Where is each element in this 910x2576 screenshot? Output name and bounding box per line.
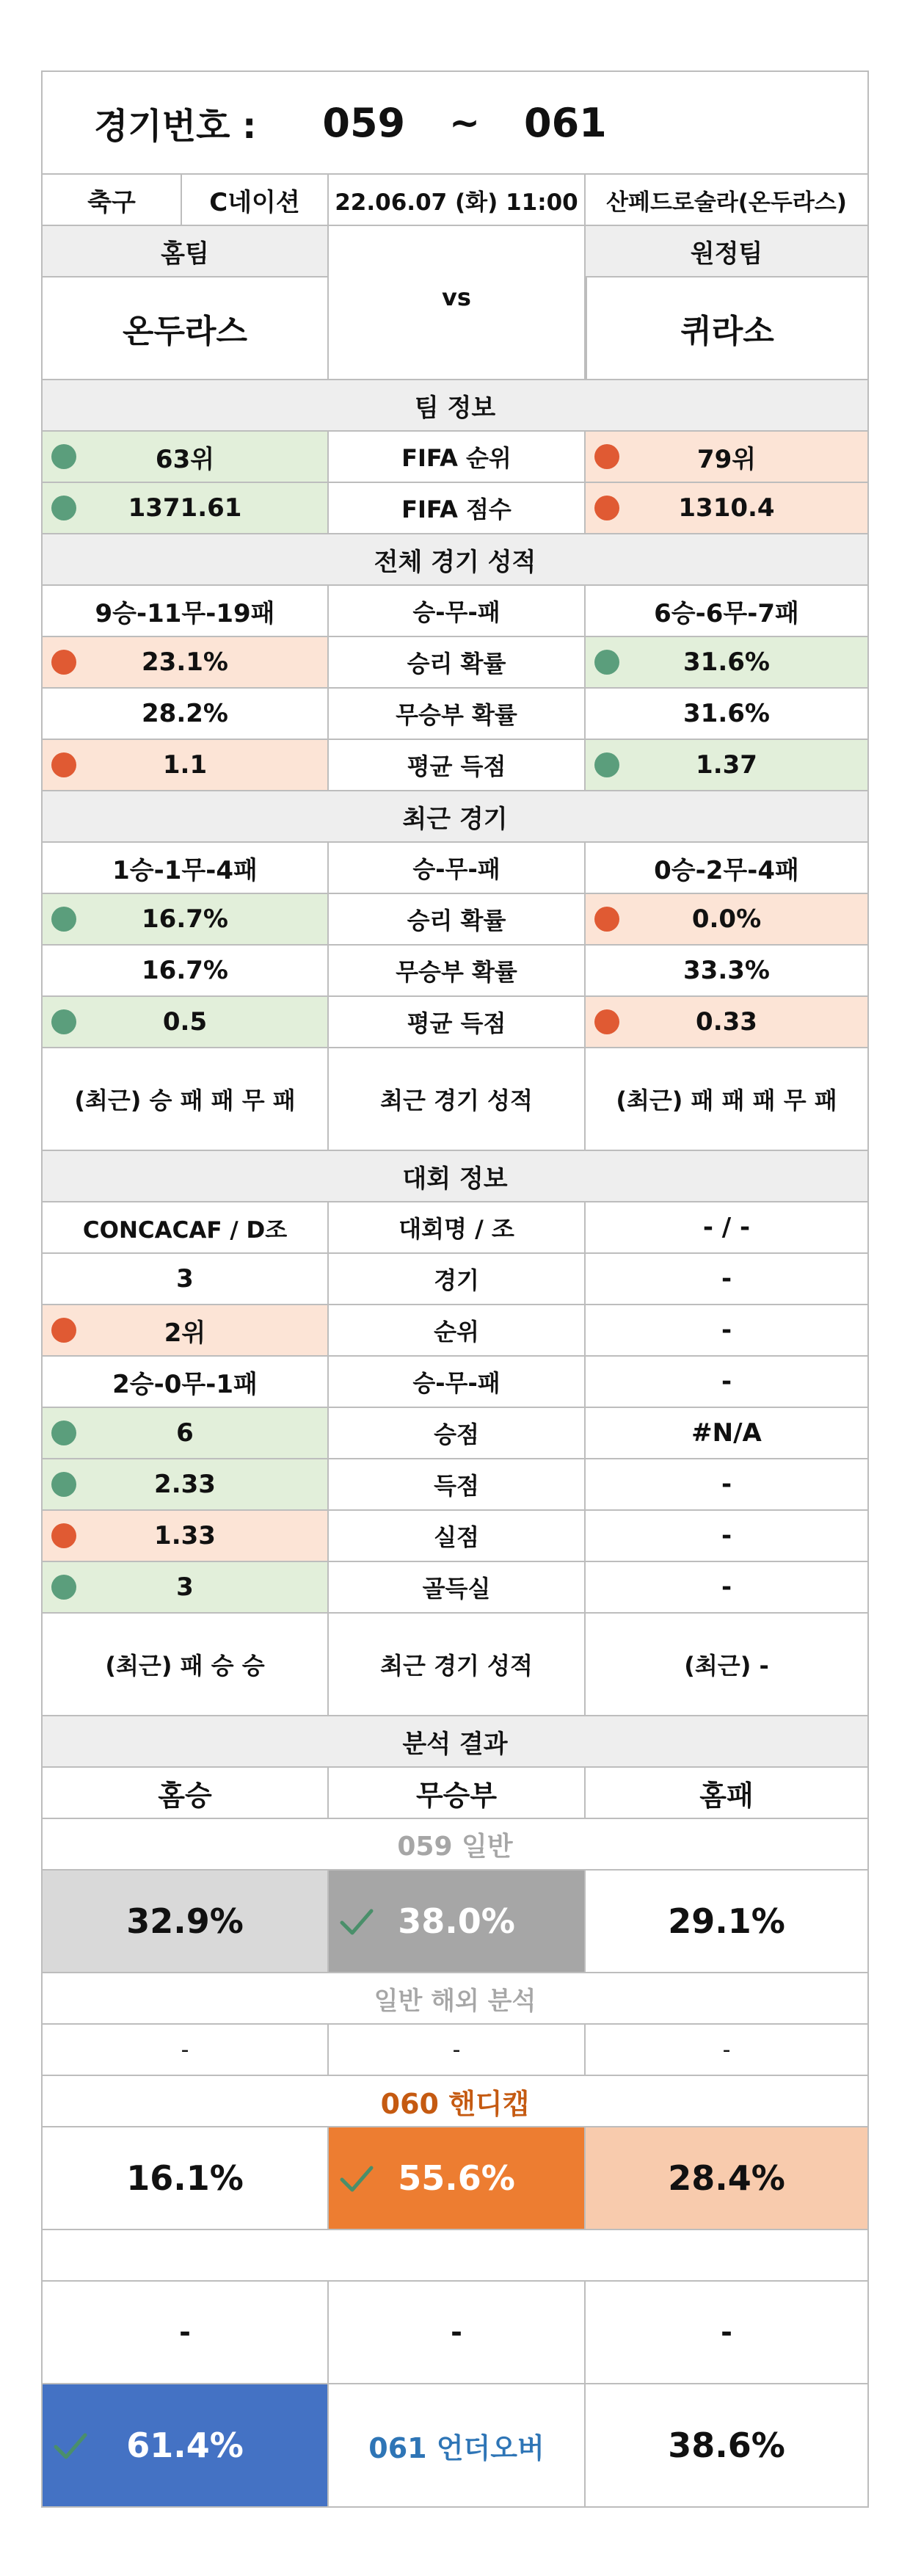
overseas-analysis-title: 일반 해외 분석 (374, 1986, 536, 2016)
away-overall-record: 6승-6무-7패 (654, 598, 799, 628)
overseas-home-loss: - (722, 2036, 731, 2063)
stat-row (43, 483, 867, 534)
home-goal-difference: 3 (176, 1572, 194, 1602)
home-goals-for: 2.33 (154, 1470, 216, 1499)
red-dot-icon (594, 907, 619, 932)
away-recent-avg-goals: 0.33 (696, 1007, 757, 1037)
recent-title: 최근 경기 (402, 804, 508, 834)
overseas-draw: - (329, 2025, 586, 2075)
league: C네이션 (182, 175, 329, 225)
stat-row (43, 1357, 867, 1408)
empty-row (43, 2230, 867, 2282)
home-points: 6 (176, 1418, 194, 1448)
away-points: #N/A (691, 1418, 762, 1448)
stat-label: 승리 확률 (329, 637, 586, 687)
handicap-row (43, 2127, 867, 2230)
away-team-name: 퀴라소 (586, 277, 867, 379)
home-win-header: 홈승 (43, 1768, 329, 1818)
stat-row (43, 843, 867, 894)
green-dot-icon (51, 1421, 76, 1445)
stat-row (43, 1202, 867, 1254)
red-dot-icon (51, 650, 76, 675)
team-info-header (43, 380, 867, 432)
away-team-label: 원정팀 (586, 226, 867, 277)
stat-label: 승-무-패 (329, 1357, 586, 1407)
away-fifa-rank: 79위 (696, 444, 757, 474)
handicap-title: 060 핸디캡 (380, 2087, 530, 2120)
away-overall-draw-rate: 31.6% (683, 699, 770, 728)
general-home-win: 32.9% (43, 1871, 329, 1972)
home-overall-draw-rate: 28.2% (43, 689, 329, 739)
under-percentage: 61.4% (126, 2426, 244, 2465)
home-overall-win-rate: 23.1% (142, 647, 228, 677)
away-tournament-form: (최근) - (684, 1652, 769, 1680)
recent-form-row (43, 1048, 867, 1151)
green-dot-icon (51, 907, 76, 932)
stat-label: 경기 (329, 1254, 586, 1304)
stat-label: 평균 득점 (329, 997, 586, 1047)
home-team-label: 홈팀 (43, 226, 329, 277)
match-info-row (43, 175, 867, 226)
analysis-title: 분석 결과 (402, 1729, 508, 1759)
stat-label: FIFA 점수 (329, 483, 586, 533)
stat-label: 득점 (329, 1459, 586, 1509)
stat-label: 무승부 확률 (329, 946, 586, 995)
away-competition-group: - / - (702, 1213, 751, 1242)
stat-row (43, 432, 867, 483)
match-number-header (43, 72, 867, 175)
handicap-title-row (43, 2076, 867, 2127)
team-info-title: 팀 정보 (414, 393, 496, 423)
stat-label: 대회명 / 조 (329, 1202, 586, 1252)
stat-row (43, 1511, 867, 1562)
stat-label: 골득실 (329, 1562, 586, 1612)
stat-row (43, 946, 867, 997)
away-group-rank: - (721, 1316, 732, 1345)
form-label: 최근 경기 성적 (329, 1614, 586, 1715)
general-home-loss: 29.1% (586, 1871, 867, 1972)
home-overall-avg-goals: 1.1 (162, 750, 208, 780)
stat-row (43, 637, 867, 689)
overseas-analysis-row (43, 2025, 867, 2076)
red-dot-icon (594, 444, 619, 469)
checkmark-icon (51, 2426, 90, 2464)
away-recent-win-rate: 0.0% (691, 904, 762, 934)
draw-header: 무승부 (329, 1768, 586, 1818)
stat-row (43, 1254, 867, 1305)
stat-row (43, 894, 867, 946)
home-team-name: 온두라스 (43, 277, 329, 379)
underover-row (43, 2384, 867, 2506)
home-tournament-form: (최근) 패 승 승 (43, 1614, 329, 1715)
home-overall-record: 9승-11무-19패 (43, 586, 329, 636)
match-number-to: 061 (524, 99, 607, 146)
stat-row (43, 1562, 867, 1614)
tournament-form-row (43, 1614, 867, 1716)
stat-row (43, 1408, 867, 1459)
home-games: 3 (43, 1254, 329, 1304)
green-dot-icon (51, 444, 76, 469)
overall-title: 전체 경기 성적 (374, 547, 536, 577)
stat-row (43, 1459, 867, 1511)
recent-header (43, 791, 867, 843)
away-goals-against: - (721, 1521, 732, 1550)
away-recent-record: 0승-2무-4패 (654, 855, 799, 885)
green-dot-icon (51, 1009, 76, 1034)
teams-label-row (43, 226, 867, 311)
stat-label: 순위 (329, 1305, 586, 1355)
over-percentage: 38.6% (668, 2426, 785, 2465)
home-recent-win-rate: 16.7% (142, 904, 228, 934)
blank-home-loss: - (721, 2316, 732, 2348)
handicap-draw: 55.6% (398, 2158, 515, 2198)
away-goal-difference: - (721, 1572, 732, 1602)
green-dot-icon (51, 1575, 76, 1600)
form-label: 최근 경기 성적 (329, 1048, 586, 1150)
stat-row (43, 586, 867, 637)
home-group-rank: 2위 (164, 1318, 206, 1348)
away-recent-form: (최근) 패 패 패 무 패 (616, 1086, 837, 1114)
stat-row (43, 997, 867, 1048)
overall-header (43, 534, 867, 586)
general-draw: 38.0% (398, 1901, 515, 1941)
general-analysis-title-row (43, 1819, 867, 1871)
sport: 축구 (43, 175, 182, 225)
match-number-label: 경기번호 : (94, 105, 257, 147)
analysis-header (43, 1716, 867, 1768)
away-tournament-record: - (721, 1367, 732, 1396)
red-dot-icon (594, 1009, 619, 1034)
checkmark-icon (338, 2159, 376, 2197)
stat-label: FIFA 순위 (329, 432, 586, 482)
general-analysis-row (43, 1871, 867, 1973)
home-recent-record: 1승-1무-4패 (43, 843, 329, 893)
checkmark-icon (338, 1902, 376, 1940)
red-dot-icon (51, 752, 76, 777)
match-number-from: 059 (322, 99, 406, 146)
home-recent-avg-goals: 0.5 (162, 1007, 208, 1037)
match-datetime: 22.06.07 (화) 11:00 (329, 175, 586, 225)
tournament-header (43, 1151, 867, 1202)
underover-title: 061 언더오버 (329, 2384, 586, 2506)
green-dot-icon (594, 752, 619, 777)
stat-row (43, 689, 867, 740)
blank-draw: - (329, 2282, 586, 2383)
venue: 산페드로술라(온두라스) (606, 189, 847, 216)
home-fifa-points: 1371.61 (128, 493, 242, 523)
blank-home-win: - (43, 2282, 329, 2383)
away-games: - (721, 1264, 732, 1294)
match-number-tilde: ~ (449, 101, 481, 144)
stat-label: 평균 득점 (329, 740, 586, 790)
blank-analysis-row (43, 2282, 867, 2384)
red-dot-icon (51, 1318, 76, 1343)
stat-row (43, 740, 867, 791)
home-recent-draw-rate: 16.7% (43, 946, 329, 995)
home-fifa-rank: 63위 (155, 444, 215, 474)
away-overall-win-rate: 31.6% (683, 647, 770, 677)
stat-row (43, 1305, 867, 1357)
overseas-analysis-title-row (43, 1973, 867, 2025)
stat-label: 승점 (329, 1408, 586, 1458)
green-dot-icon (594, 650, 619, 675)
red-dot-icon (51, 1523, 76, 1548)
stat-label: 승리 확률 (329, 894, 586, 944)
away-recent-draw-rate: 33.3% (683, 956, 770, 985)
away-fifa-points: 1310.4 (678, 493, 775, 523)
red-dot-icon (594, 496, 619, 520)
stat-label: 승-무-패 (329, 586, 586, 636)
handicap-home-win: 16.1% (43, 2127, 329, 2229)
handicap-home-loss: 28.4% (586, 2127, 867, 2229)
away-overall-avg-goals: 1.37 (696, 750, 757, 780)
tournament-title: 대회 정보 (402, 1164, 508, 1194)
teams-name-row (43, 277, 867, 380)
general-analysis-title: 059 일반 (397, 1831, 513, 1862)
green-dot-icon (51, 1472, 76, 1497)
home-loss-header: 홈패 (699, 1779, 754, 1812)
home-goals-against: 1.33 (154, 1521, 216, 1550)
stat-label: 승-무-패 (329, 843, 586, 893)
home-tournament-record: 2승-0무-1패 (43, 1357, 329, 1407)
home-recent-form: (최근) 승 패 패 무 패 (43, 1048, 329, 1150)
green-dot-icon (51, 496, 76, 520)
vs-label: vs (442, 283, 471, 311)
match-analysis-sheet (41, 70, 869, 2508)
overseas-home-win: - (43, 2025, 329, 2075)
away-goals-for: - (721, 1470, 732, 1499)
analysis-column-headers (43, 1768, 867, 1819)
stat-label: 실점 (329, 1511, 586, 1561)
stat-label: 무승부 확률 (329, 689, 586, 739)
home-competition-group: CONCACAF / D조 (43, 1202, 329, 1252)
